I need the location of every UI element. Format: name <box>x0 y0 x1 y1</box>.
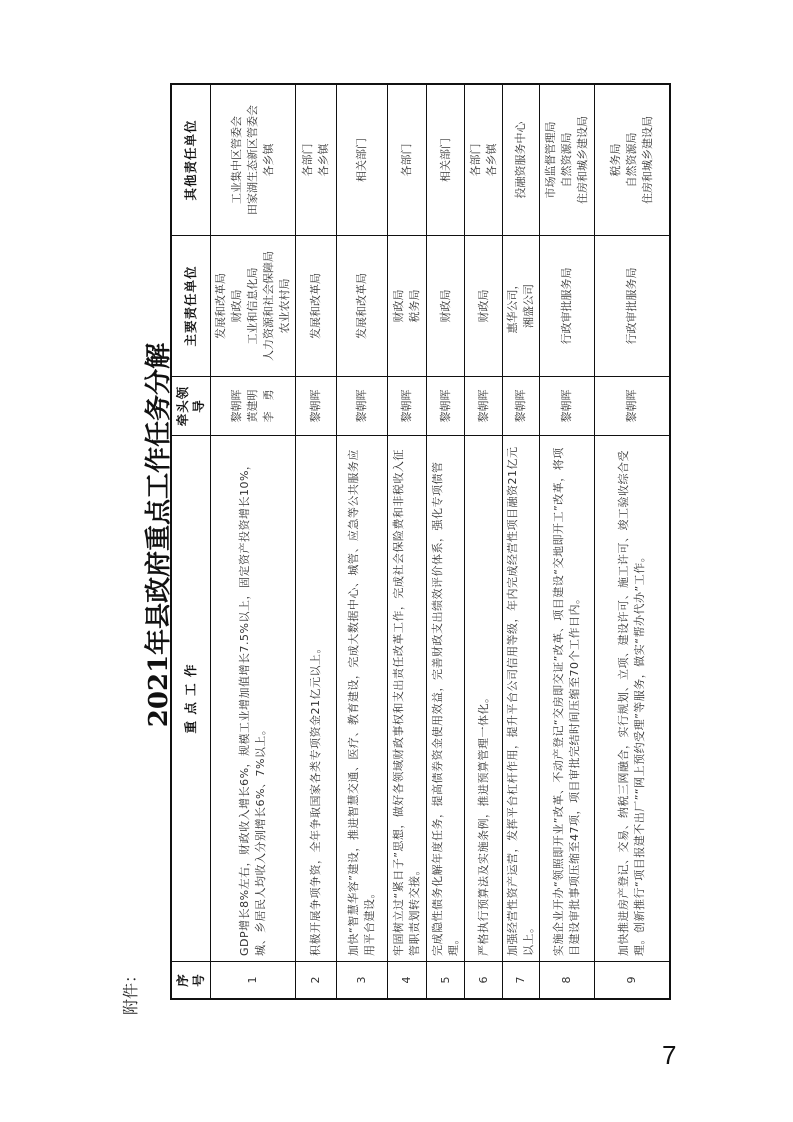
table-row <box>337 84 388 999</box>
cell-other-units-line: 自然资源局 <box>560 132 573 188</box>
cell-no: 1 <box>211 962 296 1000</box>
table-row <box>503 84 540 999</box>
cell-main-units-line: 工业和信息化局 <box>246 267 259 345</box>
header-no: 序号 <box>171 962 211 1000</box>
cell-other-units <box>427 84 465 236</box>
cell-other-units <box>595 84 671 236</box>
cell-lead <box>296 377 337 436</box>
cell-no: 3 <box>337 962 388 1000</box>
cell-main-units-line: 人力资源和社会保障局 <box>262 251 275 361</box>
cell-task: 加快“智慧华容”建设，推进智慧交通、医疗、教育建设，完成大数据中心、城管、应急等公共服务应用平台建设。 <box>337 436 388 962</box>
header-task: 重 点 工 作 <box>171 436 211 962</box>
cell-other-units-line: 相关部门 <box>355 138 368 182</box>
cell-main-units <box>503 236 540 377</box>
cell-main-units-line: 发展和改革局 <box>355 273 368 339</box>
cell-task: 完成隐性债务化解年度任务，提高债券资金使用效益，完善财政支出绩效评价体系，强化专项债管理。 <box>427 436 465 962</box>
cell-lead-line: 黎朝晖 <box>230 389 243 423</box>
cell-lead <box>427 377 465 436</box>
cell-main-units-line: 财政局 <box>392 289 405 323</box>
cell-lead-line: 李 勇 <box>262 389 275 423</box>
cell-main-units-line: 农业农村局 <box>278 278 291 334</box>
page-number: 7 <box>662 1040 677 1070</box>
cell-other-units <box>465 84 503 236</box>
cell-no: 2 <box>296 962 337 1000</box>
cell-main-units <box>427 236 465 377</box>
cell-other-units <box>388 84 427 236</box>
cell-other-units-line: 各部门 <box>468 143 482 177</box>
cell-lead-line: 黎朝晖 <box>309 389 322 423</box>
cell-other-units-line: 工业集中区管委会 <box>230 116 243 204</box>
cell-task: 牢固树立过“紧日子”思想，做好各领域财政事权和支出责任改革工作，完成社会保险费和非税收入征管职责划转交接。 <box>388 436 427 962</box>
cell-lead-line: 黎朝晖 <box>560 389 573 423</box>
cell-main-units <box>540 236 595 377</box>
cell-no: 5 <box>427 962 465 1000</box>
cell-task: 加快推进房产登记、交易、纳税三网融合，实行规划、立项、建设许可、施工许可、竣工验收综合受理。创新推行“项目报建不出厂”“网上预约受理”等服务，做实“帮办代办”工作。 <box>595 436 671 962</box>
cell-main-units-line: 财政局 <box>438 289 452 323</box>
cell-other-units-line: 投融资服务中心 <box>514 121 527 199</box>
cell-main-units <box>388 236 427 377</box>
cell-task: 实施企业开办“领照即开业”改革、不动产登记“交房即交证”改革、项目建设“交地即开工”改革，将项目建设审批事项压缩至47项，项目审批完结时间压缩至70个工作日内。 <box>540 436 595 962</box>
cell-other-units-line: 各部门 <box>400 143 413 177</box>
table-row <box>427 84 465 999</box>
cell-other-units-line: 相关部门 <box>438 138 452 182</box>
cell-main-units-line: 财政局 <box>230 289 243 323</box>
cell-main-units-line: 发展和改革局 <box>309 273 322 339</box>
cell-lead-line: 黎朝晖 <box>438 389 452 423</box>
table-header-row <box>171 84 211 999</box>
cell-other-units-line: 税务局 <box>609 143 622 177</box>
cell-main-units-line: 税务局 <box>408 289 421 323</box>
cell-no: 8 <box>540 962 595 1000</box>
cell-other-units <box>337 84 388 236</box>
cell-main-units <box>595 236 671 377</box>
cell-lead-line: 黎朝晖 <box>514 389 527 423</box>
cell-other-units-line: 各乡镇 <box>484 143 498 177</box>
cell-other-units-line: 各乡镇 <box>262 143 275 177</box>
header-main-units: 主要责任单位 <box>171 236 211 377</box>
cell-other-units-line: 自然资源局 <box>625 132 638 188</box>
header-other-units: 其他责任单位 <box>171 84 211 236</box>
table-row <box>388 84 427 999</box>
cell-lead <box>540 377 595 436</box>
table-row <box>595 84 671 999</box>
cell-other-units <box>211 84 296 236</box>
cell-no: 9 <box>595 962 671 1000</box>
cell-task: GDP增长8%左右，财政收入增长6%，规模工业增加值增长7.5%以上，固定资产投资增长10%，城、乡居民人均收入分别增长6%、7%以上。 <box>211 436 296 962</box>
attachment-label: 附件： <box>121 966 140 1015</box>
cell-main-units-line: 财政局 <box>476 289 490 323</box>
cell-other-units <box>503 84 540 236</box>
table-body <box>211 84 671 999</box>
cell-lead-line: 黄建明 <box>246 389 259 423</box>
cell-other-units <box>540 84 595 236</box>
cell-lead <box>595 377 671 436</box>
cell-lead-line: 黎朝晖 <box>400 389 413 423</box>
header-lead: 牵头领导 <box>171 377 211 436</box>
cell-other-units <box>296 84 337 236</box>
cell-lead-line: 黎朝晖 <box>625 389 638 423</box>
document-title: 2021年县政府重点工作任务分解 <box>144 342 174 728</box>
table-row <box>540 84 595 999</box>
cell-task: 积极开展争项争资，全年争取国家各类专项资金21亿元以上。 <box>296 436 337 962</box>
cell-lead <box>388 377 427 436</box>
cell-lead <box>465 377 503 436</box>
cell-no: 4 <box>388 962 427 1000</box>
cell-lead <box>503 377 540 436</box>
table-row <box>211 84 296 999</box>
cell-other-units-line: 各部门 <box>301 143 314 177</box>
cell-main-units-line: 发展和改革局 <box>214 273 227 339</box>
cell-main-units <box>337 236 388 377</box>
table-row <box>465 84 503 999</box>
cell-task: 加强经营性资产运营，发挥平台杠杆作用，提升平台公司信用等级，年内完成经营性项目融资21亿元以上。 <box>503 436 540 962</box>
cell-other-units-line: 各乡镇 <box>317 143 330 177</box>
cell-lead <box>337 377 388 436</box>
cell-main-units <box>465 236 503 377</box>
task-breakdown-table <box>170 83 671 1000</box>
cell-no: 6 <box>465 962 503 1000</box>
cell-main-units-line: 惠华公司， <box>506 278 519 334</box>
cell-lead <box>211 377 296 436</box>
cell-lead-line: 黎朝晖 <box>355 389 368 423</box>
cell-other-units-line: 田家湖生态新区管委会 <box>246 105 259 215</box>
cell-other-units-line: 住房和城乡建设局 <box>576 116 589 204</box>
cell-main-units <box>211 236 296 377</box>
cell-other-units-line: 市场监督管理局 <box>544 121 557 199</box>
cell-other-units-line: 住房和城乡建设局 <box>641 116 654 204</box>
cell-main-units-line: 湘盛公司 <box>522 284 535 328</box>
rotated-document-body <box>100 95 660 1015</box>
cell-main-units-line: 行政审批服务局 <box>560 267 573 345</box>
cell-task: 严格执行预算法及实施条例，推进预算管理一体化。 <box>465 436 503 962</box>
cell-lead-line: 黎朝晖 <box>476 389 490 423</box>
cell-main-units-line: 行政审批服务局 <box>625 267 638 345</box>
cell-no: 7 <box>503 962 540 1000</box>
cell-main-units <box>296 236 337 377</box>
table-row <box>296 84 337 999</box>
